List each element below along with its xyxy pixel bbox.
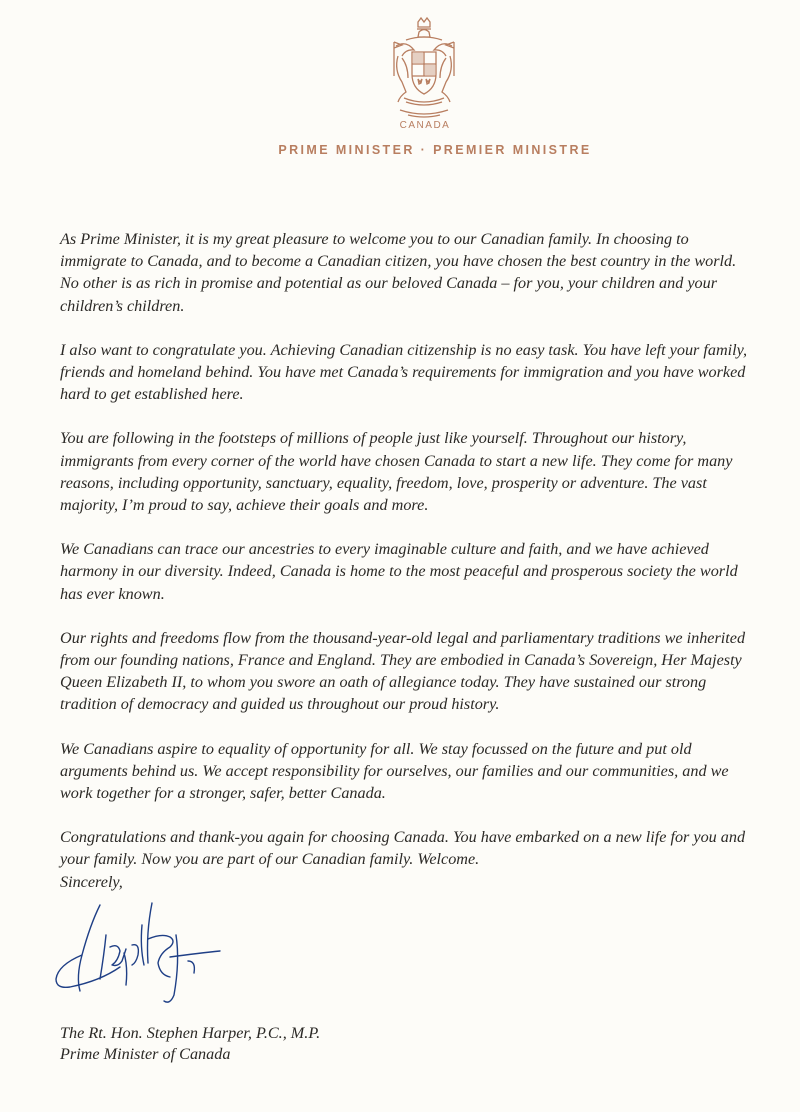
body-paragraph: I also want to congratulate you. Achieving Canadian citizenship is no easy task. You have left your family, friends and homeland behind. You have met Canada’s requirements for immigration and you have worked hard to get established here. bbox=[60, 340, 748, 404]
body-paragraph: You are following in the footsteps of millions of people just like yourself. Throughout our history, immigrants from every corner of the world have chosen Canada to start a new life. They come for many reasons, including opportunity, sanctuary, equality, freedom, love, prosperity or adventure. The vast majority, I’m proud to say, achieve their goals and more. bbox=[60, 429, 733, 515]
body-paragraph: We Canadians aspire to equality of opportunity for all. We stay focussed on the future and put old arguments behind us. We accept responsibility for ourselves, our families and our communities, and we work together for a stronger, safer, better Canada. bbox=[60, 739, 729, 803]
letterhead-office: PRIME MINISTER · PREMIER MINISTRE bbox=[278, 143, 592, 157]
letterhead-country: CANADA bbox=[399, 120, 451, 131]
body-paragraph: As Prime Minister, it is my great pleasure to welcome you to our Canadian family. In choosing to immigrate to Canada, and to become a Canadian citizen, you have chosen the best country in the world. No other is as rich in promise and potential as our beloved Canada – for you, your children and your children’s children. bbox=[60, 230, 737, 315]
signatory-name: The Rt. Hon. Stephen Harper, P.C., M.P. bbox=[60, 1024, 321, 1042]
handwritten-signature bbox=[52, 895, 252, 1010]
body-paragraph: Our rights and freedoms flow from the thousand-year-old legal and parliamentary traditions we inherited from our founding nations, France and England. They are embodied in Canada’s Sovereign, Her Majesty Queen Elizabeth II, to whom you swore an oath of allegiance today. They have sustained our strong tradition of democracy and guided us throughout our proud history. bbox=[60, 628, 746, 714]
coat-of-arms-crest bbox=[388, 16, 460, 124]
signatory-title: Prime Minister of Canada bbox=[60, 1045, 231, 1063]
body-paragraph: Congratulations and thank-you again for choosing Canada. You have embarked on a new life for you and your family. Now you are part of our Canadian family. Welcome. bbox=[60, 828, 746, 869]
closing-salutation: Sincerely, bbox=[60, 873, 123, 891]
body-paragraph: We Canadians can trace our ancestries to every imaginable culture and faith, and we have achieved harmony in our diversity. Indeed, Canada is home to the most peaceful and prosperous society the world has ever known. bbox=[60, 540, 738, 603]
letter-body bbox=[60, 228, 750, 893]
